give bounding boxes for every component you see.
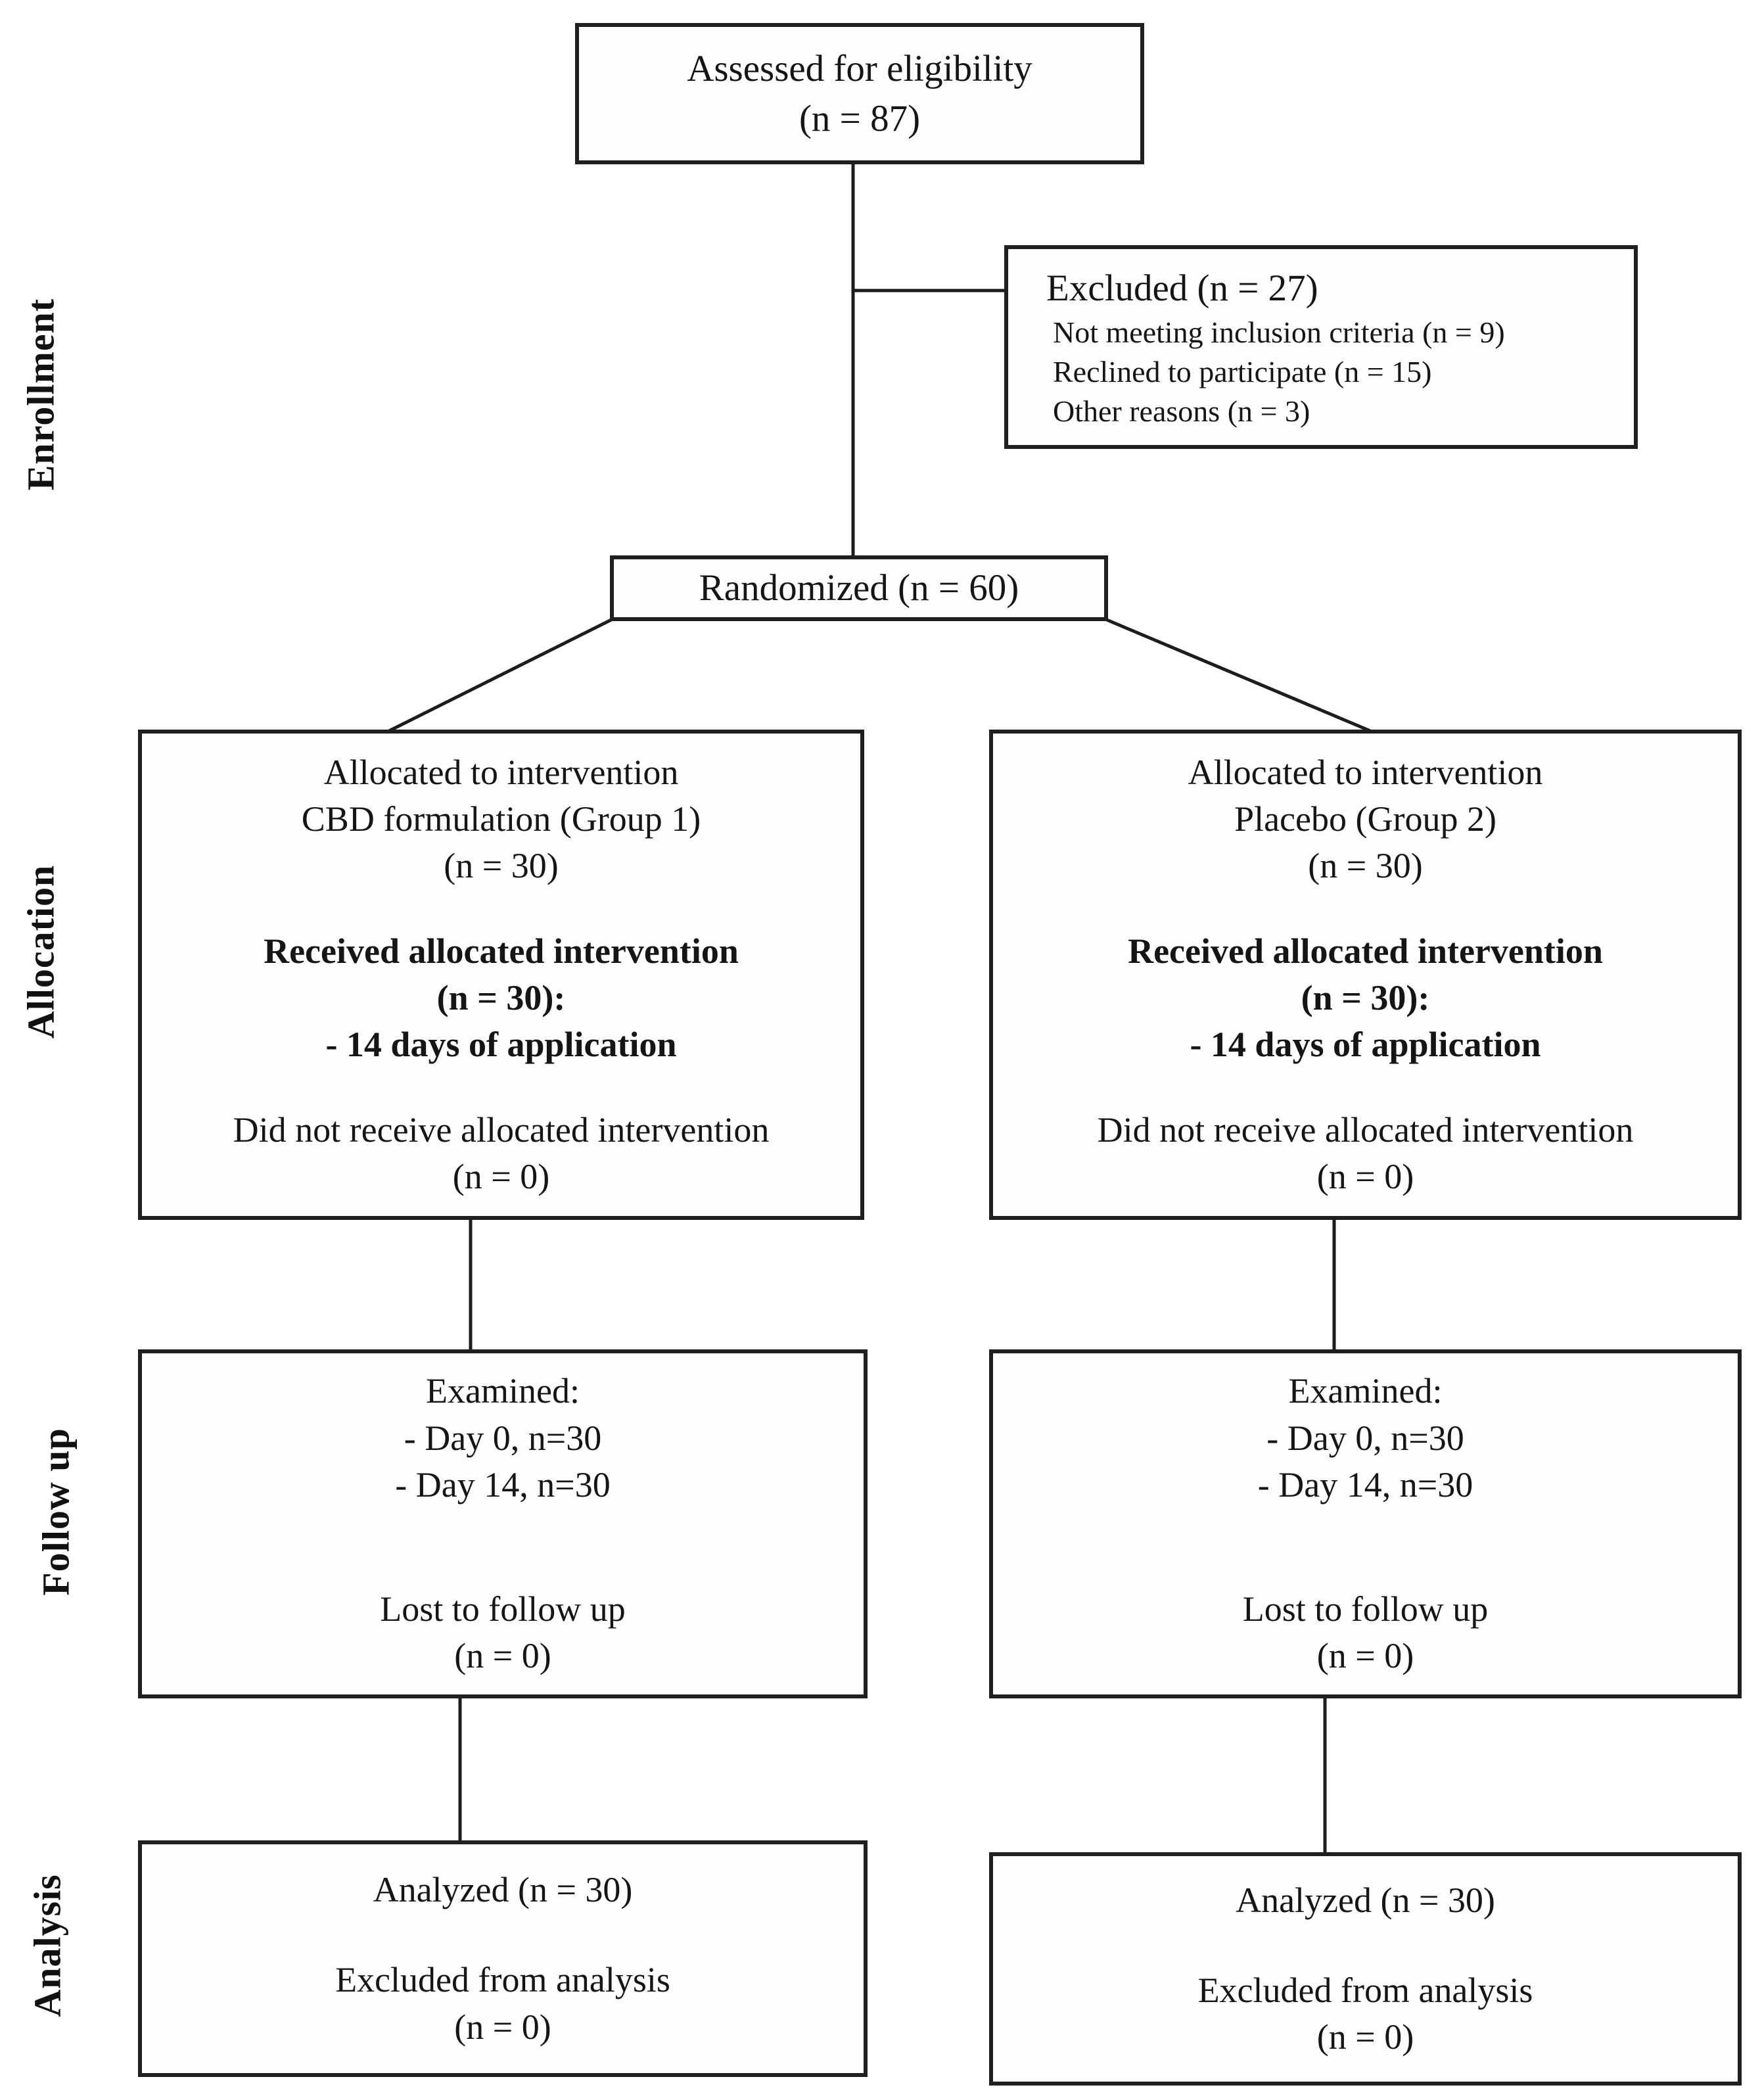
analysis2-line: Excluded from analysis [1197,1970,1533,2010]
followup1-line: - Day 0, n=30 [404,1418,602,1458]
group1-line: - 14 days of application [325,1025,677,1065]
group1-line: (n = 30): [436,978,566,1017]
excluded-reason: Not meeting inclusion criteria (n = 9) [1053,315,1505,349]
group2-line: Placebo (Group 2) [1234,799,1496,839]
group1-line: CBD formulation (Group 1) [301,799,701,839]
box-followup-group2 [989,1349,1742,1698]
followup1-line: Examined: [426,1371,580,1411]
followup2-line: (n = 0) [1316,1636,1414,1676]
stage-label-analysis: Analysis [26,1874,69,2017]
group2-line: - 14 days of application [1190,1025,1541,1065]
analysis1-line: Analyzed (n = 30) [373,1870,633,1910]
excluded-reason: Other reasons (n = 3) [1053,394,1310,428]
box-excluded [1004,245,1638,449]
group1-line: Did not receive allocated intervention [233,1109,770,1150]
box-randomized [610,555,1108,621]
assessed-line: Assessed for eligibility [687,48,1032,90]
group1-line: (n = 0) [452,1156,550,1196]
box-followup-group1 [138,1349,868,1698]
analysis1-line: (n = 0) [454,2007,551,2047]
followup2-line: Lost to follow up [1242,1589,1489,1629]
box-allocation-group2 [989,730,1742,1220]
box-analysis-group1 [138,1840,868,2077]
assessed-n: (n = 87) [799,97,921,139]
box-allocation-group1 [138,730,864,1220]
followup1-line: Lost to follow up [380,1589,626,1629]
stage-label-follow-up: Follow up [34,1428,78,1596]
stage-label-enrollment: Enrollment [19,298,62,491]
connector-randomized-to-group1 [389,620,611,731]
excluded-title: Excluded (n = 27) [1046,267,1318,309]
excluded-reason: Reclined to participate (n = 15) [1053,354,1432,388]
group2-line: (n = 30) [1308,846,1423,886]
group2-line: (n = 30): [1301,978,1430,1017]
analysis2-line: (n = 0) [1316,2017,1414,2057]
randomized-label: Randomized (n = 60) [699,567,1019,609]
followup2-line: - Day 14, n=30 [1257,1464,1473,1505]
group1-line: Received allocated intervention [264,931,739,971]
group2-line: Received allocated intervention [1128,931,1603,971]
group2-line: (n = 0) [1316,1156,1414,1196]
followup1-line: (n = 0) [454,1636,551,1676]
followup2-line: Examined: [1288,1371,1443,1411]
followup2-line: - Day 0, n=30 [1266,1418,1464,1458]
analysis1-line: Excluded from analysis [335,1960,670,2000]
stage-label-allocation: Allocation [19,864,62,1039]
connector-randomized-to-group2 [1107,620,1370,731]
group1-line: (n = 30) [444,846,559,886]
box-assessed-for-eligibility [575,23,1144,164]
group2-line: Did not receive allocated intervention [1097,1109,1634,1150]
box-analysis-group2 [989,1852,1742,2086]
group1-line: Allocated to intervention [323,752,679,792]
followup1-line: - Day 14, n=30 [395,1464,611,1505]
group2-line: Allocated to intervention [1188,752,1543,792]
analysis2-line: Analyzed (n = 30) [1236,1880,1495,1920]
